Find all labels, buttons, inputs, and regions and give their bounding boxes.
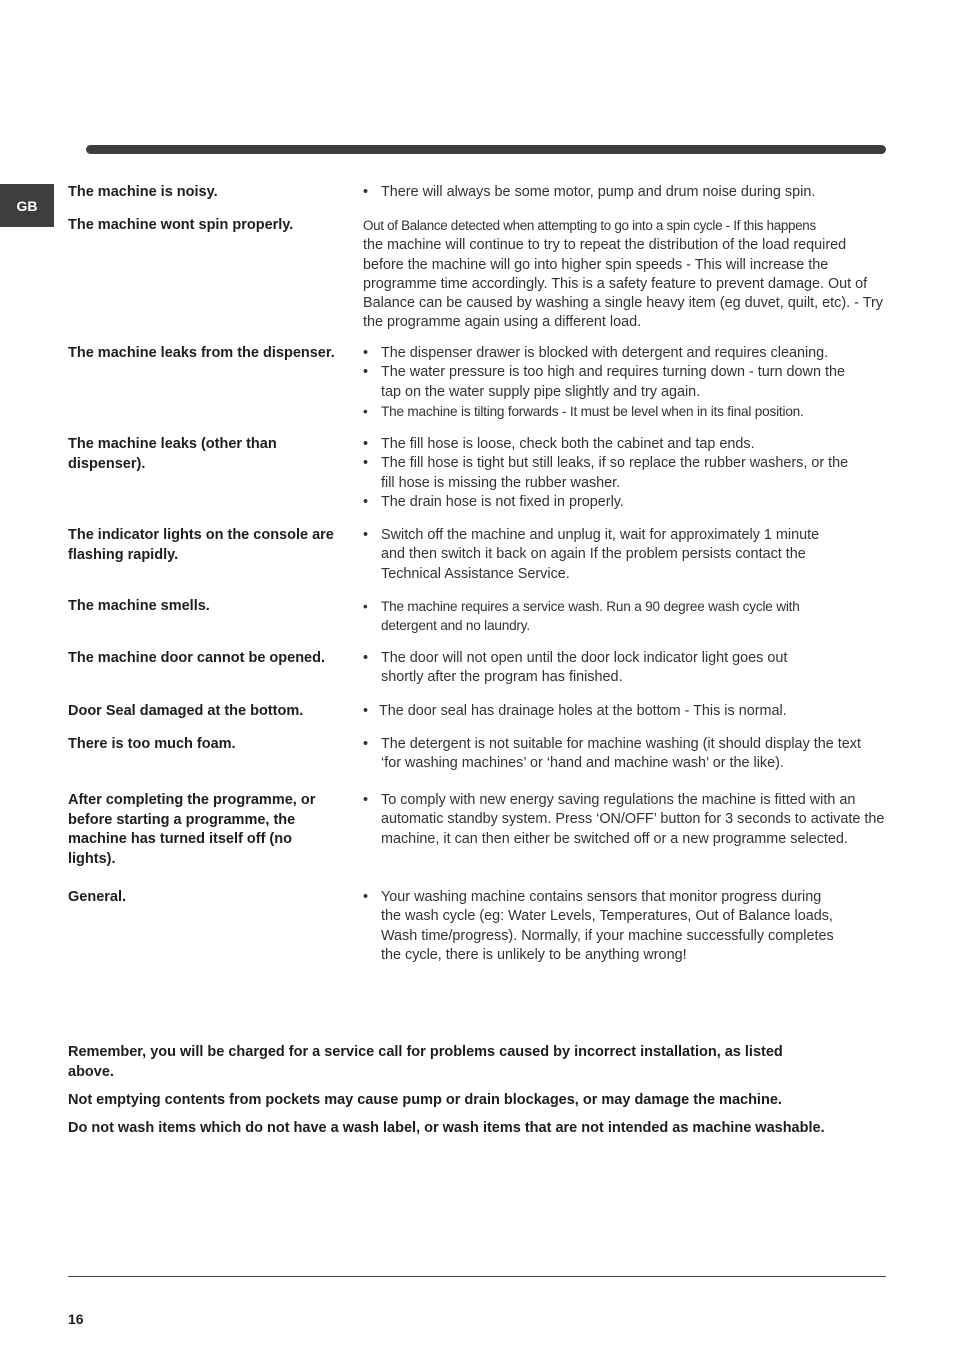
solution-bullet: • The door will not open until the door lock indicator light goes out shortly after the program has finished. bbox=[363, 649, 821, 688]
solution-text bbox=[363, 702, 888, 721]
note-pockets: Not emptying contents from pockets may cause pump or drain blockages, or may damage the machine. bbox=[68, 1092, 782, 1108]
language-tab: GB bbox=[0, 184, 54, 227]
solution-text bbox=[363, 183, 888, 202]
solution-text bbox=[363, 791, 888, 849]
solution-bullet: • The dispenser drawer is blocked with detergent and requires cleaning. bbox=[363, 344, 888, 363]
solution-bullet: • There will always be some motor, pump and drum noise during spin. bbox=[363, 183, 888, 202]
problem-label: The machine is noisy. bbox=[68, 184, 218, 200]
problem-label: The indicator lights on the console are flashing rapidly. bbox=[68, 527, 334, 563]
problem-label: After completing the programme, or before starting a programme, the machine has turned itself off (no lights). bbox=[68, 792, 316, 867]
solution-bullet: • To comply with new energy saving regulations the machine is fitted with an automatic standby system. Press ‘ON/OFF’ button for 3 seconds to activate the machine, it can then either be switched off or a new programme selected. bbox=[363, 791, 888, 849]
solution-text bbox=[363, 649, 888, 688]
solution-bullet: Out of Balance detected when attempting to go into a spin cycle - If this happens bbox=[363, 218, 816, 233]
solution-bullet: • The machine requires a service wash. Run a 90 degree wash cycle with detergent and no laundry. bbox=[363, 597, 851, 636]
problem-label: The machine leaks from the dispenser. bbox=[68, 345, 335, 361]
solution-text bbox=[363, 735, 888, 774]
solution-bullet: • The machine is tilting forwards - It must be level when in its final position. bbox=[363, 402, 888, 421]
solution-text bbox=[363, 344, 888, 421]
solution-bullet: • The detergent is not suitable for machine washing (it should display the text ‘for washing machines’ or ‘hand and machine wash’ or the like). bbox=[363, 735, 871, 774]
problem-label: The machine smells. bbox=[68, 598, 210, 614]
solution-bullet: • Switch off the machine and unplug it, wait for approximately 1 minute and then switch it back on again If the problem persists contact the Technical Assistance Service. bbox=[363, 526, 846, 584]
problem-label: Door Seal damaged at the bottom. bbox=[68, 703, 304, 719]
solution-text bbox=[363, 597, 888, 636]
solution-text bbox=[363, 435, 888, 512]
solution-bullet: • The water pressure is too high and requires turning down - turn down the tap on the water supply pipe slightly and try again. bbox=[363, 363, 851, 402]
footer-rule bbox=[68, 1276, 886, 1277]
problem-label: There is too much foam. bbox=[68, 736, 236, 752]
solution-bullet: • The door seal has drainage holes at the bottom - This is normal. bbox=[363, 702, 888, 721]
problem-label: The machine wont spin properly. bbox=[68, 217, 294, 233]
problem-label: General. bbox=[68, 889, 127, 905]
page-number: 16 bbox=[68, 1311, 84, 1327]
solution-text bbox=[363, 888, 888, 965]
note-wash-label: Do not wash items which do not have a wash label, or wash items that are not intended as machine washable. bbox=[68, 1120, 825, 1136]
note-service-charge: Remember, you will be charged for a service call for problems caused by incorrect installation, as listed above. bbox=[68, 1044, 783, 1080]
problem-label: The machine leaks (other than dispenser). bbox=[68, 436, 277, 472]
solution-text bbox=[363, 216, 888, 333]
solution-text bbox=[363, 526, 888, 584]
solution-bullet: • The fill hose is loose, check both the cabinet and tap ends. bbox=[363, 435, 888, 454]
solution-bullet: • Your washing machine contains sensors that monitor progress during the wash cycle (eg: Water Levels, Temperatures, Out of Balance loads, Wash time/progress). Normally, if your machine successfully completes the cycle, there is unlikely to be anything wrong! bbox=[363, 888, 841, 965]
solution-bullet: • The drain hose is not fixed in properly. bbox=[363, 493, 888, 512]
header-rule bbox=[86, 145, 886, 154]
solution-continuation: the machine will continue to try to repeat the distribution of the load required before the machine will go into higher spin speeds - This will increase the programme time accordingly. This is a safety feature to prevent damage. Out of Balance can be caused by washing a single heavy item (eg duvet, quilt, etc). - Try the programme again using a different load. bbox=[363, 237, 883, 331]
problem-label: The machine door cannot be opened. bbox=[68, 650, 325, 666]
solution-bullet: • The fill hose is tight but still leaks, if so replace the rubber washers, or the fill hose is missing the rubber washer. bbox=[363, 454, 851, 493]
